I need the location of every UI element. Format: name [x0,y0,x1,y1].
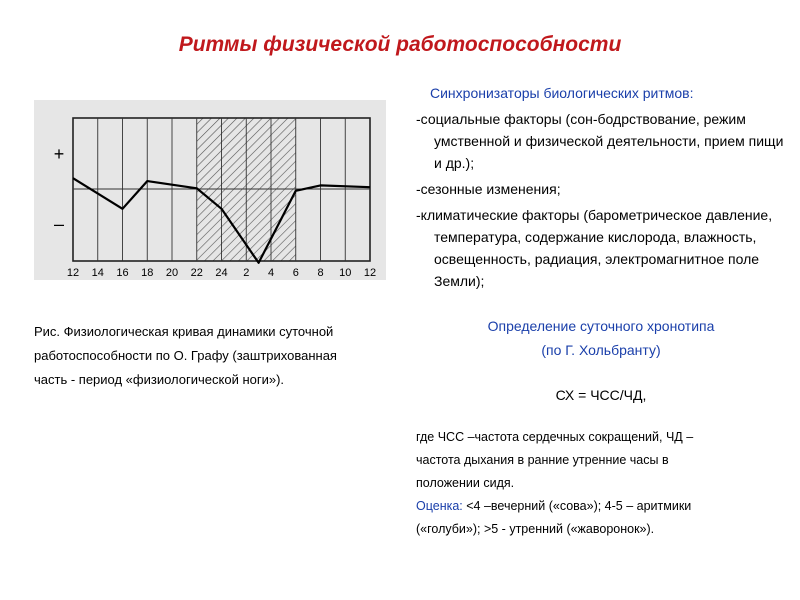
hour-tick-label: 12 [363,267,377,279]
hour-tick-label: 10 [339,267,352,279]
formula-notes [416,426,786,541]
factor-item: -сезонные изменения; [416,181,561,197]
chronotype-formula: СХ = ЧСС/ЧД, [555,387,647,403]
hour-tick-label: 24 [215,267,228,279]
note-line: где ЧСС –частота сердечных сокращений, ЧД – [416,430,694,444]
assessment-text: <4 –вечерний («сова»); 4-5 – аритмики [462,499,692,513]
note-line: положении сидя. [416,476,515,490]
synchronizers-heading: Синхронизаторы биологических ритмов: [430,85,694,101]
hour-tick-label: 14 [91,267,104,279]
chronotype-line: Определение суточного хронотипа [487,318,715,334]
note-line: («голуби»); >5 - утренний («жаворонок»). [416,522,655,536]
hour-tick-label: 2 [243,267,250,279]
hour-tick-label: 8 [317,267,324,279]
factor-item: -климатические факторы (барометрическое давление, температура, содержание кислорода, влажность, освещенность, радиация, электромагнитное поле Земли); [416,207,773,289]
graf-curve-chart [34,100,386,280]
caption-line: Рис. Физиологическая кривая динамики суточной [34,324,334,339]
chronotype-heading [416,314,786,362]
hour-tick-label: 16 [116,267,129,279]
minus-label: – [53,214,65,234]
figure-caption [34,320,404,392]
hour-tick-label: 20 [165,267,179,279]
note-line: частота дыхания в ранние утренние часы в [416,453,669,467]
chronotype-line: (по Г. Хольбранту) [541,342,661,358]
right-column [416,82,786,541]
hour-tick-label: 4 [267,267,275,279]
caption-line: работоспособности по О. Графу (заштрихованная [34,348,337,363]
plus-label: + [53,144,65,164]
hour-tick-label: 18 [141,267,154,279]
slide-title: Ритмы физической работоспособности [178,33,622,56]
hour-tick-label: 12 [66,267,80,279]
assessment-label: Оценка: [416,499,463,513]
hour-tick-label: 22 [190,267,203,279]
assessment-line [416,495,786,518]
factor-item: -социальные факторы (сон-бодрствование, режим умственной и физической деятельности, прием пищи и др.); [416,111,784,171]
hour-tick-label: 6 [292,267,299,279]
caption-line: часть - период «физиологической ноги»). [34,372,285,387]
